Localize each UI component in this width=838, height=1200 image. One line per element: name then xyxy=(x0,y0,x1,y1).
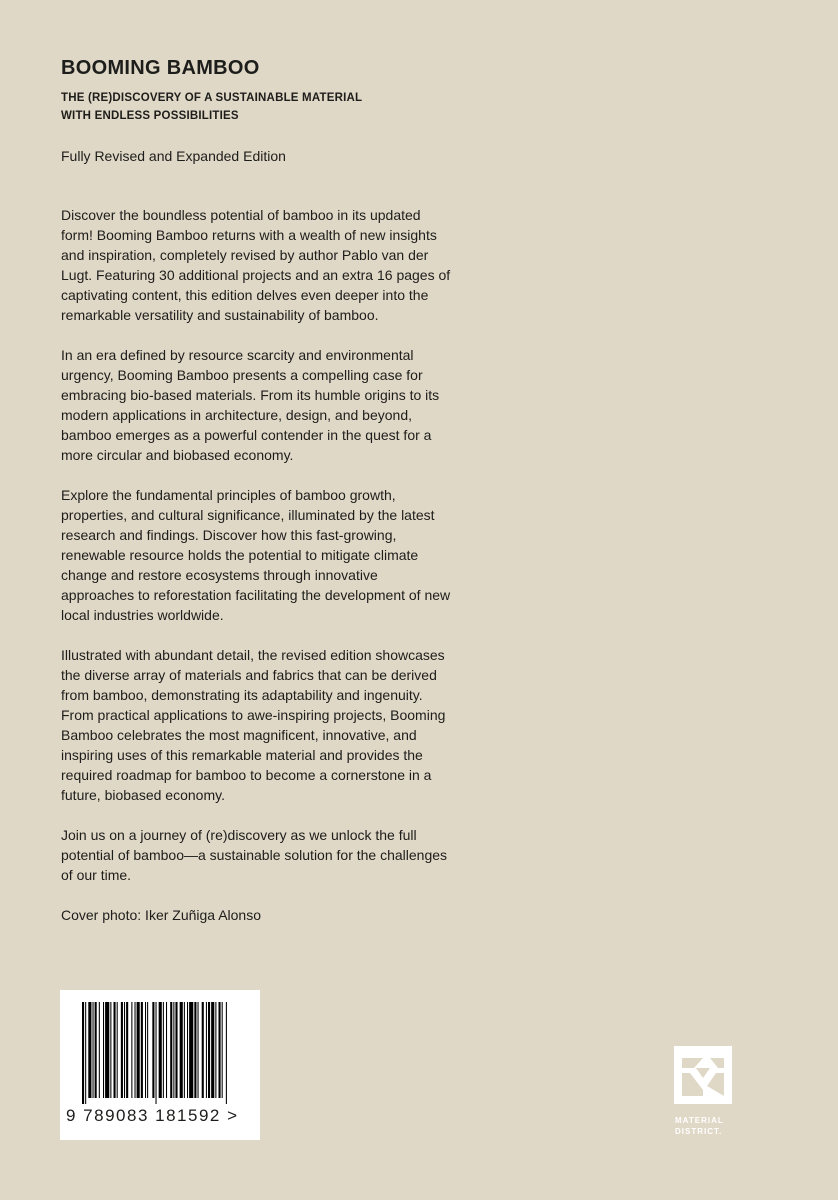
barcode-bar xyxy=(159,1002,162,1098)
barcode-bar xyxy=(208,1002,210,1098)
barcode-bar xyxy=(187,1002,188,1098)
isbn-barcode xyxy=(60,990,260,1140)
barcode-bar xyxy=(166,1002,167,1098)
barcode-bar xyxy=(85,1002,86,1104)
barcode-bar xyxy=(219,1002,221,1098)
barcode-bar xyxy=(175,1002,177,1098)
barcode-bar xyxy=(145,1002,146,1098)
publisher-name-line: MATERIAL xyxy=(675,1116,724,1125)
publisher-name xyxy=(675,1115,734,1137)
subtitle-line: THE (RE)DISCOVERY OF A SUSTAINABLE MATERIAL xyxy=(61,92,363,104)
barcode-bar xyxy=(173,1002,174,1098)
barcode-bar xyxy=(147,1002,148,1098)
barcode-bar xyxy=(124,1002,125,1098)
barcode-bar xyxy=(88,1002,91,1098)
barcode-bar xyxy=(222,1002,223,1098)
publisher-name-line: DISTRICT. xyxy=(675,1127,723,1136)
barcode-bar xyxy=(137,1002,140,1098)
barcode-bar xyxy=(121,1002,123,1098)
barcode-bar xyxy=(103,1002,104,1098)
barcode-bar xyxy=(226,1002,227,1104)
publisher-logo xyxy=(674,1046,734,1137)
cover-photo-credit: Cover photo: Iker Zuñiga Alonso xyxy=(61,907,262,923)
barcode-bar xyxy=(105,1002,109,1098)
barcode-bar xyxy=(135,1002,136,1098)
barcode-bar xyxy=(189,1002,193,1098)
barcode-bar xyxy=(194,1002,196,1098)
barcode-bar xyxy=(114,1002,116,1098)
barcode-bar xyxy=(156,1002,157,1104)
barcode-bar xyxy=(126,1002,128,1098)
barcode-bar xyxy=(184,1002,185,1098)
barcode-bar xyxy=(202,1002,204,1098)
material-district-logo-icon xyxy=(674,1046,732,1104)
barcode-bar xyxy=(93,1002,94,1098)
edition-note: Fully Revised and Expanded Edition xyxy=(61,148,286,164)
barcode-bar xyxy=(170,1002,172,1098)
subtitle-line: WITH ENDLESS POSSIBILITIES xyxy=(61,110,239,122)
barcode-bar xyxy=(95,1002,97,1098)
barcode-bar xyxy=(152,1002,154,1098)
barcode-bar xyxy=(211,1002,214,1098)
barcode-bar xyxy=(206,1002,207,1098)
barcode-bars xyxy=(82,1002,250,1104)
book-subtitle xyxy=(61,89,381,125)
barcode-bar xyxy=(215,1002,216,1098)
barcode-bar xyxy=(82,1002,84,1104)
barcode-bar xyxy=(110,1002,111,1098)
book-title: BOOMING BAMBOO xyxy=(61,57,260,79)
blurb-paragraph: In an era defined by resource scarcity and environmental urgency, Booming Bamboo presents a compelling case for embracing bio-based materials. From its humble origins to its modern applications in architecture, design, and beyond, bamboo emerges as a powerful contender in the quest for a more circular and biobased economy. xyxy=(61,347,440,463)
barcode-bar xyxy=(198,1002,199,1098)
blurb-paragraph: Explore the fundamental principles of bamboo growth, properties, and cultural significance, illuminated by the latest research and findings. Discover how this fast-growing, renewable resource holds the potential to mitigate climate change and restore ecosystems through innovative approaches to reforestation facilitating the development of new local industries worldwide. xyxy=(61,487,451,623)
barcode-bar xyxy=(117,1002,118,1098)
barcode-bar xyxy=(99,1002,100,1098)
isbn-number: 9 789083 181592 > xyxy=(66,1106,239,1125)
blurb-paragraph: Discover the boundless potential of bamboo in its updated form! Booming Bamboo returns with a wealth of new insights and inspiration, completely revised by author Pablo van der Lugt. Featuring 30 additional projects and an extra 16 pages of captivating content, this edition delves even deeper into the remarkable versatility and sustainability of bamboo. xyxy=(61,207,451,323)
blurb xyxy=(61,205,451,945)
blurb-paragraph: Join us on a journey of (re)discovery as we unlock the full potential of bamboo—a sustainable solution for the challenges of our time. xyxy=(61,827,448,883)
barcode-bar xyxy=(131,1002,132,1098)
blurb-paragraph: Illustrated with abundant detail, the revised edition showcases the diverse array of materials and fabrics that can be derived from bamboo, demonstrating its adaptability and ingenuity. From practical applications to awe-inspiring projects, Booming Bamboo celebrates the most magnificent, innovative, and inspiring uses of this remarkable material and provides the required roadmap for bamboo to become a cornerstone in a future, biobased economy. xyxy=(61,647,446,803)
barcode-bar xyxy=(180,1002,183,1098)
barcode-bar xyxy=(141,1002,143,1098)
barcode-bar xyxy=(163,1002,164,1098)
